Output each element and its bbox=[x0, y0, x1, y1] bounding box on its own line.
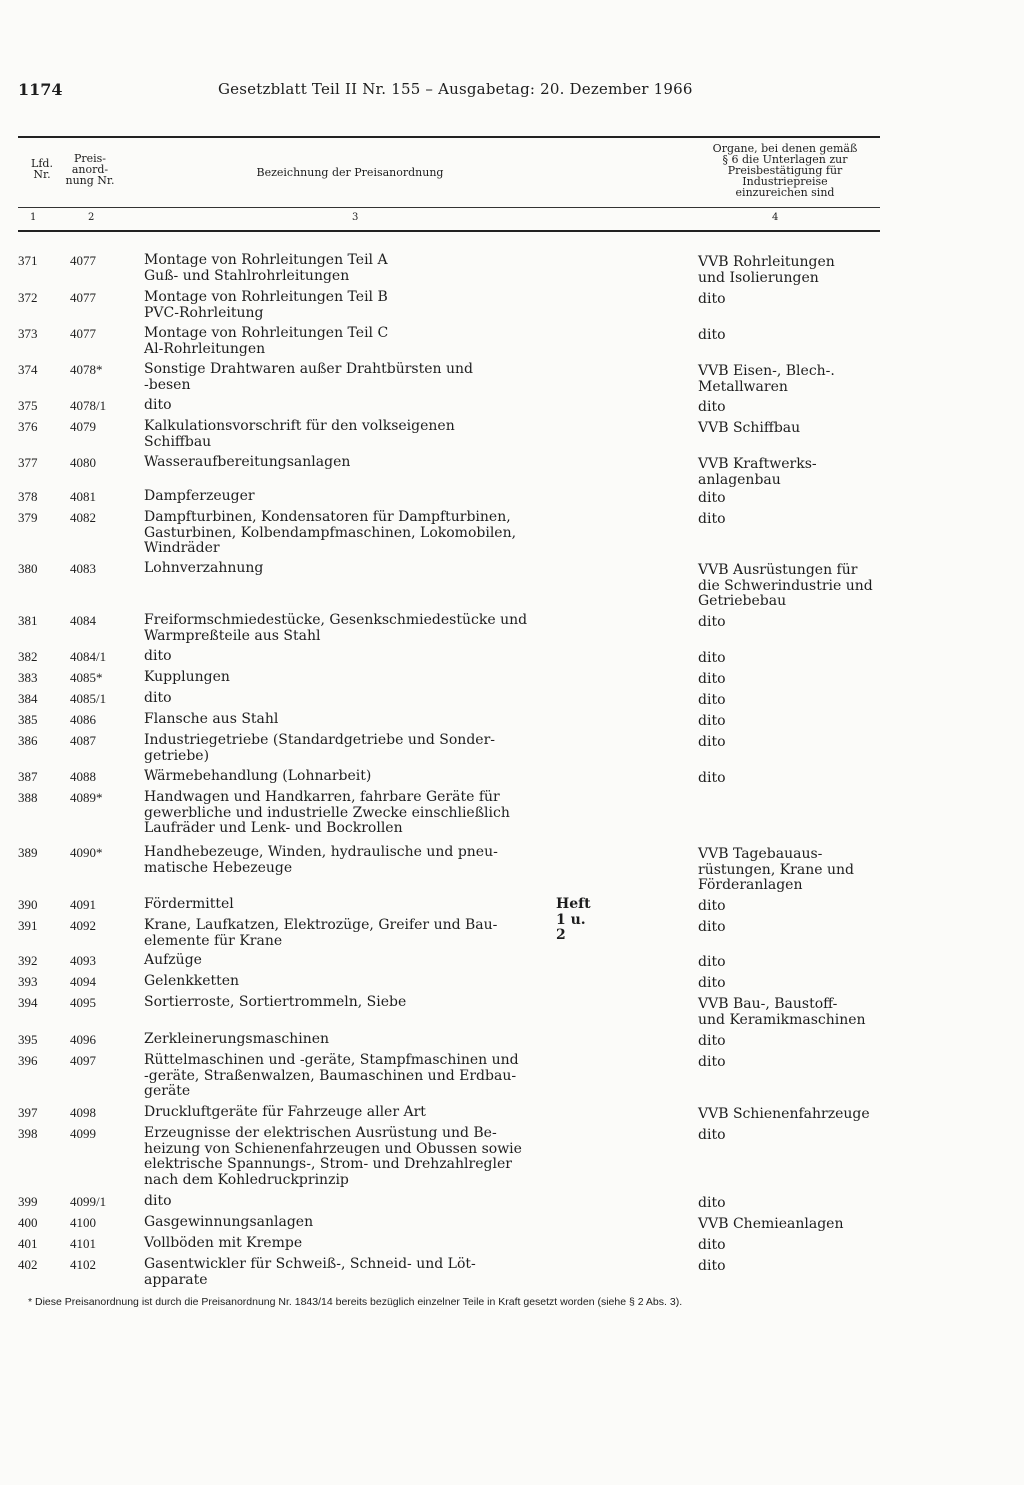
row-371-org: VVB Rohrleitungen und Isolierungen bbox=[698, 254, 835, 286]
page-number: 1174 bbox=[18, 80, 63, 99]
row-377-lfd: 377 bbox=[18, 455, 38, 470]
table-top-rule bbox=[18, 136, 880, 138]
row-373-org: dito bbox=[698, 327, 726, 343]
row-391-org: dito bbox=[698, 919, 726, 935]
row-395-nr: 4096 bbox=[70, 1032, 96, 1047]
row-390-lfd: 390 bbox=[18, 897, 38, 912]
row-389-lfd: 389 bbox=[18, 845, 38, 860]
row-397-lfd: 397 bbox=[18, 1105, 38, 1120]
row-388-nr: 4089* bbox=[70, 790, 103, 805]
row-399-lfd: 399 bbox=[18, 1194, 38, 1209]
row-397-nr: 4098 bbox=[70, 1105, 96, 1120]
row-392-bez: Aufzüge bbox=[144, 952, 202, 968]
header-bezeichnung: Bezeichnung der Preisanordnung bbox=[256, 166, 444, 179]
row-401-org: dito bbox=[698, 1237, 726, 1253]
row-387-lfd: 387 bbox=[18, 769, 38, 784]
column-number-3: 3 bbox=[352, 212, 359, 223]
row-398-org: dito bbox=[698, 1127, 726, 1143]
row-379-nr: 4082 bbox=[70, 510, 96, 525]
row-386-bez: Industriegetriebe (Standardgetriebe und Sonder- getriebe) bbox=[144, 732, 495, 764]
row-383-org: dito bbox=[698, 671, 726, 687]
row-380-lfd: 380 bbox=[18, 561, 38, 576]
row-395-lfd: 395 bbox=[18, 1032, 38, 1047]
column-number-rule bbox=[18, 230, 880, 232]
row-395-org: dito bbox=[698, 1033, 726, 1049]
running-title: Gesetzblatt Teil II Nr. 155 – Ausgabetag: 20. Dezember 1966 bbox=[218, 80, 693, 98]
header-organe: Organe, bei denen gemäß § 6 die Unterlagen zur Preisbestätigung für Industriepreise einzureichen sind bbox=[712, 142, 858, 199]
row-374-nr: 4078* bbox=[70, 362, 103, 377]
row-371-lfd: 371 bbox=[18, 253, 38, 268]
row-401-nr: 4101 bbox=[70, 1236, 96, 1251]
row-383-nr: 4085* bbox=[70, 670, 103, 685]
row-398-nr: 4099 bbox=[70, 1126, 96, 1141]
row-386-org: dito bbox=[698, 734, 726, 750]
row-397-bez: Druckluftgeräte für Fahrzeuge aller Art bbox=[144, 1104, 426, 1120]
column-number-2: 2 bbox=[88, 212, 95, 223]
row-388-lfd: 388 bbox=[18, 790, 38, 805]
row-378-nr: 4081 bbox=[70, 489, 96, 504]
row-381-bez: Freiformschmiedestücke, Gesenkschmiedestücke und Warmpreßteile aus Stahl bbox=[144, 612, 528, 644]
row-373-nr: 4077 bbox=[70, 326, 96, 341]
row-393-bez: Gelenkketten bbox=[144, 973, 240, 989]
row-390-org: dito bbox=[698, 898, 726, 914]
row-387-org: dito bbox=[698, 770, 726, 786]
row-382-org: dito bbox=[698, 650, 726, 666]
row-386-lfd: 386 bbox=[18, 733, 38, 748]
row-375-lfd: 375 bbox=[18, 398, 38, 413]
row-395-bez: Zerkleinerungsmaschinen bbox=[144, 1031, 330, 1047]
row-379-org: dito bbox=[698, 511, 726, 527]
row-382-nr: 4084/1 bbox=[70, 649, 107, 664]
row-379-bez: Dampfturbinen, Kondensatoren für Dampfturbinen, Gasturbinen, Kolbendampfmaschinen, Lokomobilen, Windräder bbox=[144, 509, 517, 556]
row-382-lfd: 382 bbox=[18, 649, 38, 664]
row-385-nr: 4086 bbox=[70, 712, 96, 727]
header-rule bbox=[18, 207, 880, 208]
row-374-lfd: 374 bbox=[18, 362, 38, 377]
row-385-org: dito bbox=[698, 713, 726, 729]
row-375-nr: 4078/1 bbox=[70, 398, 107, 413]
row-389-org: VVB Tagebauaus- rüstungen, Krane und Förderanlagen bbox=[698, 846, 854, 893]
row-379-lfd: 379 bbox=[18, 510, 38, 525]
row-396-bez: Rüttelmaschinen und -geräte, Stampfmaschinen und -geräte, Straßenwalzen, Baumaschinen und Erdbau- geräte bbox=[144, 1052, 519, 1099]
row-393-lfd: 393 bbox=[18, 974, 38, 989]
row-384-nr: 4085/1 bbox=[70, 691, 107, 706]
column-number-1: 1 bbox=[30, 212, 37, 223]
row-386-nr: 4087 bbox=[70, 733, 96, 748]
row-387-bez: Wärmebehandlung (Lohnarbeit) bbox=[144, 768, 372, 784]
row-374-bez: Sonstige Drahtwaren außer Drahtbürsten und -besen bbox=[144, 361, 473, 393]
row-380-nr: 4083 bbox=[70, 561, 96, 576]
header-preisanordnung-nr: Preis- anord- nung Nr. bbox=[65, 152, 115, 187]
row-391-lfd: 391 bbox=[18, 918, 38, 933]
row-385-lfd: 385 bbox=[18, 712, 38, 727]
row-393-nr: 4094 bbox=[70, 974, 96, 989]
row-394-nr: 4095 bbox=[70, 995, 96, 1010]
column-number-4: 4 bbox=[772, 212, 779, 223]
row-383-lfd: 383 bbox=[18, 670, 38, 685]
row-400-org: VVB Chemieanlagen bbox=[698, 1216, 844, 1232]
row-376-lfd: 376 bbox=[18, 419, 38, 434]
row-392-lfd: 392 bbox=[18, 953, 38, 968]
row-399-org: dito bbox=[698, 1195, 726, 1211]
row-396-lfd: 396 bbox=[18, 1053, 38, 1068]
row-376-nr: 4079 bbox=[70, 419, 96, 434]
row-398-bez: Erzeugnisse der elektrischen Ausrüstung und Be- heizung von Schienenfahrzeugen und Obussen sowie elektrische Spannungs-, Strom- und Drehzahlregler nach dem Kohledruckprinzip bbox=[144, 1125, 522, 1188]
row-400-lfd: 400 bbox=[18, 1215, 38, 1230]
row-399-bez: dito bbox=[144, 1193, 172, 1209]
row-402-lfd: 402 bbox=[18, 1257, 38, 1272]
row-381-nr: 4084 bbox=[70, 613, 96, 628]
row-384-bez: dito bbox=[144, 690, 172, 706]
row-384-lfd: 384 bbox=[18, 691, 38, 706]
row-402-nr: 4102 bbox=[70, 1257, 96, 1272]
row-373-lfd: 373 bbox=[18, 326, 38, 341]
row-380-bez: Lohnverzahnung bbox=[144, 560, 264, 576]
row-376-org: VVB Schiffbau bbox=[698, 420, 801, 436]
row-372-org: dito bbox=[698, 291, 726, 307]
row-402-org: dito bbox=[698, 1258, 726, 1274]
row-382-bez: dito bbox=[144, 648, 172, 664]
row-371-bez: Montage von Rohrleitungen Teil A Guß- und Stahlrohrleitungen bbox=[144, 252, 388, 284]
row-388-bez: Handwagen und Handkarren, fahrbare Geräte für gewerbliche und industrielle Zwecke einschließlich Laufräder und Lenk- und Bockrollen bbox=[144, 789, 510, 836]
row-385-bez: Flansche aus Stahl bbox=[144, 711, 279, 727]
row-396-org: dito bbox=[698, 1054, 726, 1070]
row-384-org: dito bbox=[698, 692, 726, 708]
row-387-nr: 4088 bbox=[70, 769, 96, 784]
row-377-bez: Wasseraufbereitungsanlagen bbox=[144, 454, 351, 470]
row-394-org: VVB Bau-, Baustoff- und Keramikmaschinen bbox=[698, 996, 866, 1028]
row-401-bez: Vollböden mit Krempe bbox=[144, 1235, 303, 1251]
row-401-lfd: 401 bbox=[18, 1236, 38, 1251]
row-377-nr: 4080 bbox=[70, 455, 96, 470]
row-377-org: VVB Kraftwerks- anlagenbau bbox=[698, 456, 817, 488]
row-373-bez: Montage von Rohrleitungen Teil C Al-Rohrleitungen bbox=[144, 325, 389, 357]
row-374-org: VVB Eisen-, Blech-. Metallwaren bbox=[698, 363, 835, 395]
row-383-bez: Kupplungen bbox=[144, 669, 230, 685]
row-389-nr: 4090* bbox=[70, 845, 103, 860]
row-375-bez: dito bbox=[144, 397, 172, 413]
row-372-lfd: 372 bbox=[18, 290, 38, 305]
row-390-bez: Fördermittel bbox=[144, 896, 234, 912]
row-399-nr: 4099/1 bbox=[70, 1194, 107, 1209]
row-400-bez: Gasgewinnungsanlagen bbox=[144, 1214, 314, 1230]
row-396-nr: 4097 bbox=[70, 1053, 96, 1068]
row-402-bez: Gasentwickler für Schweiß-, Schneid- und Löt- apparate bbox=[144, 1256, 476, 1288]
row-376-bez: Kalkulationsvorschrift für den volkseigenen Schiffbau bbox=[144, 418, 455, 450]
row-372-nr: 4077 bbox=[70, 290, 96, 305]
row-372-bez: Montage von Rohrleitungen Teil B PVC-Rohrleitung bbox=[144, 289, 388, 321]
row-394-lfd: 394 bbox=[18, 995, 38, 1010]
row-392-org: dito bbox=[698, 954, 726, 970]
row-390-nr: 4091 bbox=[70, 897, 96, 912]
row-393-org: dito bbox=[698, 975, 726, 991]
row-389-bez: Handhebezeuge, Winden, hydraulische und pneu- matische Hebezeuge bbox=[144, 844, 498, 876]
row-378-bez: Dampferzeuger bbox=[144, 488, 255, 504]
row-398-lfd: 398 bbox=[18, 1126, 38, 1141]
footnote: * Diese Preisanordnung ist durch die Preisanordnung Nr. 1843/14 bereits bezüglich einzelner Teile in Kraft gesetzt worden (siehe § 2 Abs. 3). bbox=[28, 1296, 683, 1308]
row-394-bez: Sortierroste, Sortiertrommeln, Siebe bbox=[144, 994, 407, 1010]
row-375-org: dito bbox=[698, 399, 726, 415]
row-381-org: dito bbox=[698, 614, 726, 630]
row-380-org: VVB Ausrüstungen für die Schwerindustrie und Getriebebau bbox=[698, 562, 873, 609]
row-371-nr: 4077 bbox=[70, 253, 96, 268]
row-390-heft: Heft 1 u. 2 bbox=[556, 896, 591, 943]
row-378-org: dito bbox=[698, 490, 726, 506]
row-381-lfd: 381 bbox=[18, 613, 38, 628]
row-400-nr: 4100 bbox=[70, 1215, 96, 1230]
row-391-bez: Krane, Laufkatzen, Elektrozüge, Greifer und Bau- elemente für Krane bbox=[144, 917, 498, 949]
row-397-org: VVB Schienenfahrzeuge bbox=[698, 1106, 870, 1122]
row-392-nr: 4093 bbox=[70, 953, 96, 968]
row-391-nr: 4092 bbox=[70, 918, 96, 933]
header-lfd-nr: Lfd. Nr. bbox=[31, 157, 53, 181]
row-378-lfd: 378 bbox=[18, 489, 38, 504]
